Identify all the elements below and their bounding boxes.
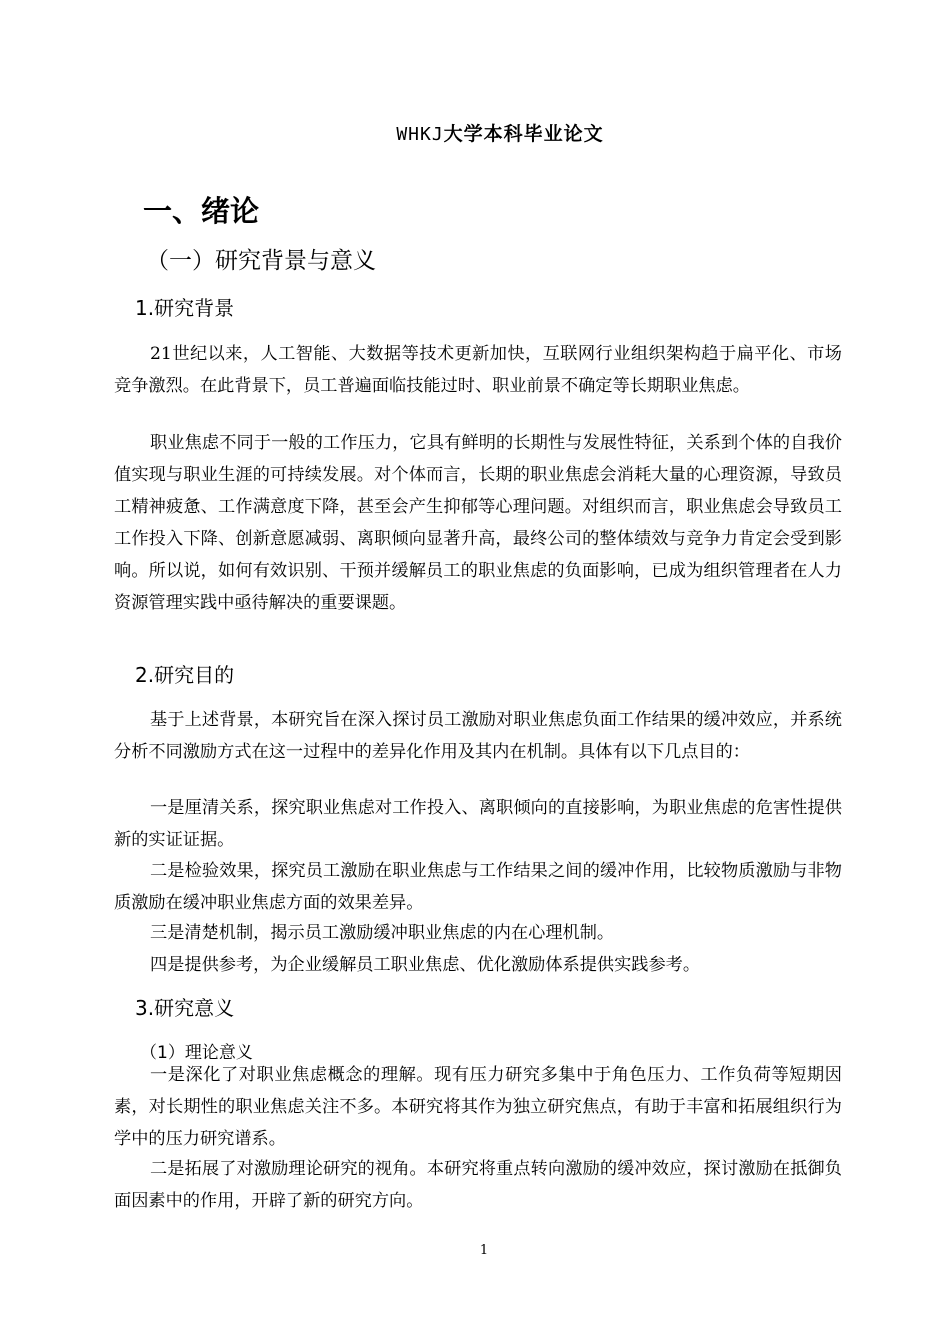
paragraph: 二是检验效果，探究员工激励在职业焦虑与工作结果之间的缓冲作用，比较物质激励与非物质激励在缓冲职业焦虑方面的效果差异。 xyxy=(114,861,842,913)
subsection-title-significance: 3.研究意义 xyxy=(135,996,235,1020)
paragraph: 21世纪以来，人工智能、大数据等技术更新加快，互联网行业组织架构趋于扁平化、市场竞争激烈。在此背景下，员工普遍面临技能过时、职业前景不确定等长期职业焦虑。 xyxy=(114,344,842,396)
section-title: （一）研究背景与意义 xyxy=(146,248,376,274)
page-header xyxy=(0,119,950,146)
header-university-code: WHKJ xyxy=(396,124,444,145)
subsubsection-title-theory: （1）理论意义 xyxy=(140,1043,253,1063)
paragraph: 基于上述背景，本研究旨在深入探讨员工激励对职业焦虑负面工作结果的缓冲效应，并系统分析不同激励方式在这一过程中的差异化作用及其内在机制。具体有以下几点目的： xyxy=(114,710,842,762)
paragraph: 职业焦虑不同于一般的工作压力，它具有鲜明的长期性与发展性特征，关系到个体的自我价值实现与职业生涯的可持续发展。对个体而言，长期的职业焦虑会消耗大量的心理资源，导致员工精神疲惫、工作满意度下降，甚至会产生抑郁等心理问题。对组织而言，职业焦虑会导致员工工作投入下降、创新意愿减弱、离职倾向显著升高，最终公司的整体绩效与竞争力肯定会受到影响。所以说，如何有效识别、干预并缓解员工的职业焦虑的负面影响，已成为组织管理者在人力资源管理实践中亟待解决的重要课题。 xyxy=(114,433,842,613)
page-number: 1 xyxy=(479,1243,489,1258)
subsection-title-background: 1.研究背景 xyxy=(135,296,235,320)
paragraph: 一是厘清关系，探究职业焦虑对工作投入、离职倾向的直接影响，为职业焦虑的危害性提供新的实证证据。 xyxy=(114,798,842,850)
subsection-title-purpose: 2.研究目的 xyxy=(135,663,235,687)
paragraph: 一是深化了对职业焦虑概念的理解。现有压力研究多集中于角色压力、工作负荷等短期因素，对长期性的职业焦虑关注不多。本研究将其作为独立研究焦点，有助于丰富和拓展组织行为学中的压力研究谱系。 xyxy=(114,1065,842,1149)
chapter-title: 一、绪论 xyxy=(143,194,260,228)
header-thesis-label: 大学本科毕业论文 xyxy=(443,123,604,145)
paragraph: 四是提供参考，为企业缓解员工职业焦虑、优化激励体系提供实践参考。 xyxy=(150,955,701,975)
paragraph: 二是拓展了对激励理论研究的视角。本研究将重点转向激励的缓冲效应，探讨激励在抵御负面因素中的作用，开辟了新的研究方向。 xyxy=(114,1159,842,1211)
paragraph: 三是清楚机制，揭示员工激励缓冲职业焦虑的内在心理机制。 xyxy=(150,923,615,943)
